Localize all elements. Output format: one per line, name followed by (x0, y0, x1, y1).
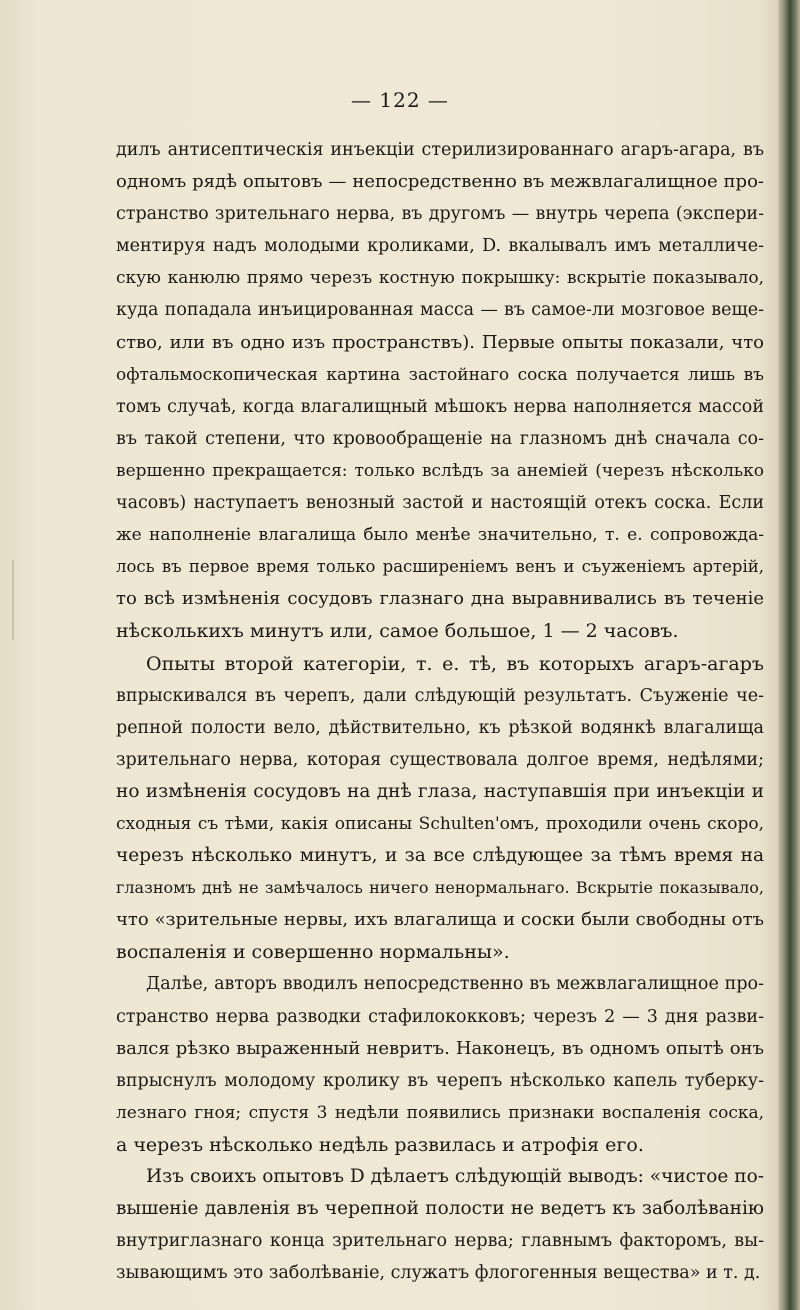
paper-mark (12, 560, 14, 640)
text-line: впрыскивался въ черепъ, дали слѣдующій результатъ. Съуженіе че- (116, 685, 764, 706)
text-line: вершенно прекращается: только вслѣдъ за анеміей (черезъ нѣсколько (116, 460, 764, 481)
text-line: же наполненіе влагалища было менѣе значительно, т. е. сопровожда- (116, 525, 764, 546)
text-line: черезъ нѣсколько минутъ, и за все слѣдующее за тѣмъ время на (116, 845, 764, 867)
text-line: вышеніе давленія въ черепной полости не ведетъ къ заболѣванію (116, 1198, 764, 1220)
text-line: скую канюлю прямо черезъ костную покрышку: вскрытіе показывало, (116, 268, 764, 289)
text-line: часовъ) наступаетъ венозный застой и настоящій отекъ соска. Если (116, 493, 764, 514)
text-line: Изъ своихъ опытовъ D дѣлаетъ слѣдующій выводъ: «чистое по- (146, 1166, 764, 1187)
text-line: а черезъ нѣсколько недѣль развилась и атрофія его. (116, 1133, 644, 1156)
body-text (116, 134, 764, 1289)
text-line: то всѣ измѣненія сосудовъ глазнаго дна выравнивались въ теченіе (116, 588, 764, 610)
page-edge-shadow (778, 0, 800, 1310)
text-line: зрительнаго нерва, которая существовала долгое время, недѣлями; (116, 749, 764, 770)
text-line: Далѣе, авторъ вводилъ непосредственно въ межвлагалищное про- (146, 974, 764, 995)
text-line: впрыснулъ молодому кролику въ черепъ нѣсколько капель туберку- (116, 1070, 764, 1091)
text-line: вался рѣзко выраженный невритъ. Наконецъ, въ одномъ опытѣ онъ (116, 1037, 764, 1059)
text-line: одномъ рядѣ опытовъ — непосредственно въ межвлагалищное про- (116, 171, 764, 193)
text-line: лезнаго гноя; спустя 3 недѣли появились признаки воспаленія соска, (116, 1102, 764, 1123)
text-line: что «зрительные нервы, ихъ влагалища и соски были свободны отъ (116, 909, 764, 931)
text-line: ментируя надъ молодыми кроликами, D. вкалывалъ имъ металличе- (116, 236, 764, 257)
text-line: воспаленія и совершенно нормальны». (116, 941, 510, 964)
text-line: зывающимъ это заболѣваніе, служатъ флогогенныя вещества» и т. д. (116, 1263, 761, 1284)
text-line: нѣсколькихъ минутъ или, самое большое, 1 — 2 часовъ. (116, 620, 679, 643)
text-line: томъ случаѣ, когда влагалищный мѣшокъ нерва наполняется массой (116, 396, 764, 417)
text-line: лось въ первое время только расширеніемъ венъ и съуженіемъ артерій, (116, 557, 764, 577)
text-line: внутриглазнаго конца зрительнаго нерва; главнымъ факторомъ, вы- (116, 1231, 764, 1252)
text-line: странство нерва разводки стафилококковъ; черезъ 2 — 3 дня разви- (116, 1006, 764, 1027)
text-line: куда попадала инъицированная масса — въ самое-ли мозговое веще- (116, 300, 764, 321)
text-line: Опыты второй категоріи, т. е. тѣ, въ которыхъ агаръ-агаръ (146, 652, 764, 675)
text-line: ство, или въ одно изъ пространствъ). Первые опыты показали, что (116, 331, 764, 353)
text-line: глазномъ днѣ не замѣчалось ничего ненормальнаго. Вскрытіе показывало, (116, 878, 764, 898)
text-line: странство зрительнаго нерва, въ другомъ — внутрь черепа (экспери- (116, 204, 764, 225)
text-line: но измѣненія сосудовъ на днѣ глаза, наступавшія при инъекціи и (116, 780, 764, 802)
page-number: — 122 — (351, 88, 449, 112)
text-line: дилъ антисептическія инъекціи стерилизированнаго агаръ-агара, въ (116, 140, 764, 160)
text-line: въ такой степени, что кровообращеніе на глазномъ днѣ сначала со- (116, 428, 764, 449)
text-line: офтальмоскопическая картина застойнаго соска получается лишь въ (116, 364, 764, 385)
text-line: сходныя съ тѣми, какія описаны Schulten'омъ, проходили очень скоро, (116, 813, 764, 834)
text-line: репной полости вело, дѣйствительно, къ рѣзкой водянкѣ влагалища (116, 717, 764, 738)
